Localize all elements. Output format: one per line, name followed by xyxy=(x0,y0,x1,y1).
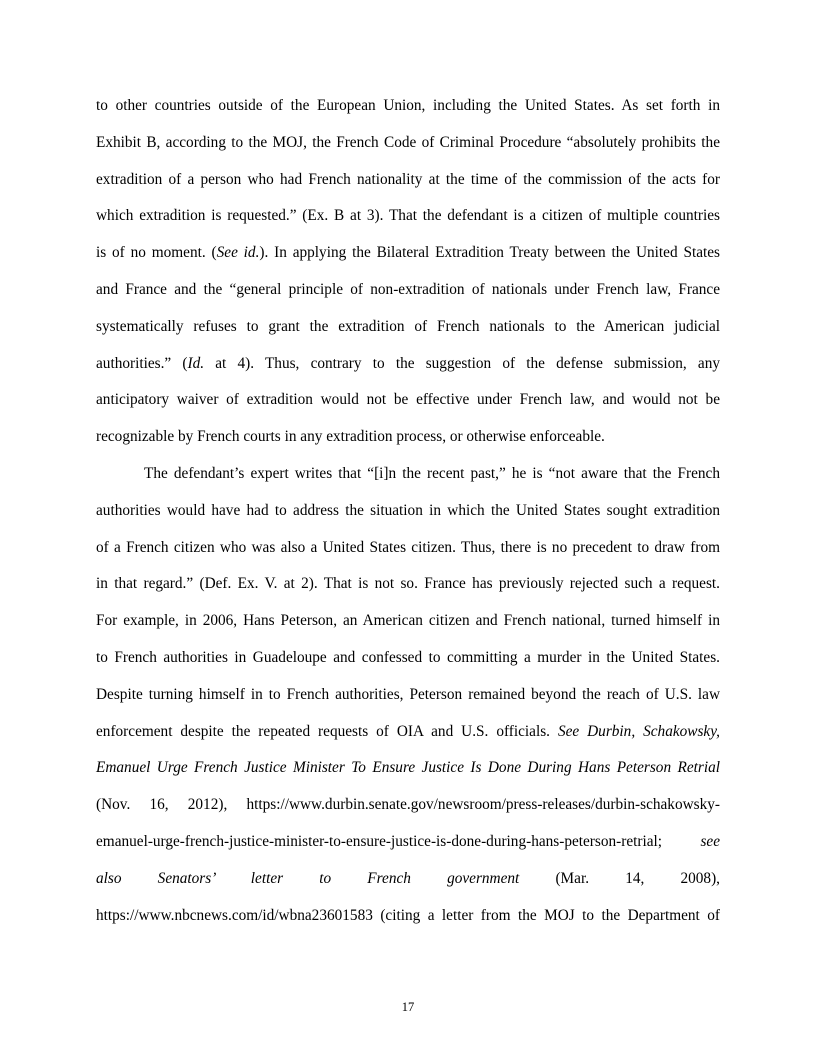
text-line: which extradition is requested.” (Ex. B at 3). That the defendant is a citizen of multiple countries xyxy=(96,207,720,225)
text-line: authorities.” (Id. at 4). Thus, contrary to the suggestion of the defense submission, any xyxy=(96,354,721,372)
text-line xyxy=(96,750,720,787)
citation: Id. xyxy=(187,354,205,372)
text-line: authorities would have had to address the situation in which the United States sought extradition xyxy=(96,501,720,519)
text-line: Exhibit B, according to the MOJ, the French Code of Criminal Procedure “absolutely prohibits the xyxy=(96,133,720,151)
text-line: extradition of a person who had French nationality at the time of the commission of the acts for xyxy=(96,170,720,188)
text-line: in that regard.” (Def. Ex. V. at 2). That is not so. France has previously rejected such a request. xyxy=(96,575,720,593)
paragraph-end-line: recognizable by French courts in any extradition process, or otherwise enforceable. xyxy=(96,428,605,446)
text-line: anticipatory waiver of extradition would not be effective under French law, and would not be xyxy=(96,391,720,409)
text-line: https://www.nbcnews.com/id/wbna23601583 (citing a letter from the MOJ to the Department of xyxy=(96,906,720,924)
citation: Emanuel Urge French Justice Minister To Ensure Justice Is Done During Hans Peterson Retrial xyxy=(96,759,720,777)
citation: See Durbin, Schakowsky, xyxy=(557,722,720,740)
citation: also Senators’ letter to French government xyxy=(96,869,520,887)
document-body xyxy=(96,88,720,934)
text-line: and France and the “general principle of non-extradition of nationals under French law, France xyxy=(96,280,720,298)
text-line: For example, in 2006, Hans Peterson, an American citizen and French national, turned himself in xyxy=(96,612,720,630)
text-line: systematically refuses to grant the extradition of French nationals to the American judicial xyxy=(96,317,720,335)
text-line: also Senators’ letter to French government (Mar. 14, 2008), xyxy=(96,869,720,887)
page-number: 17 xyxy=(401,1000,415,1014)
text-line: of a French citizen who was also a United States citizen. Thus, there is no precedent to draw from xyxy=(96,538,720,556)
text-line: (Nov. 16, 2012), https://www.durbin.senate.gov/newsroom/press-releases/durbin-schakowsky- xyxy=(96,796,720,814)
text-line: enforcement despite the repeated requests of OIA and U.S. officials. See Durbin, Schakowsky, xyxy=(96,722,720,740)
text-line: Despite turning himself in to French authorities, Peterson remained beyond the reach of U.S. law xyxy=(96,685,720,703)
text-line: to other countries outside of the European Union, including the United States. As set forth in xyxy=(96,97,720,114)
text-line: emanuel-urge-french-justice-minister-to-ensure-justice-is-done-during-hans-peterson-retrial; see xyxy=(96,832,720,850)
citation: See id. xyxy=(216,244,260,262)
text-line: to French authorities in Guadeloupe and confessed to committing a murder in the United States. xyxy=(96,648,720,666)
text-line: is of no moment. (See id.). In applying the Bilateral Extradition Treaty between the United States xyxy=(96,244,720,262)
citation: see xyxy=(700,832,720,850)
paragraph-start-line: The defendant’s expert writes that “[i]n the recent past,” he is “not aware that the French xyxy=(144,464,720,482)
